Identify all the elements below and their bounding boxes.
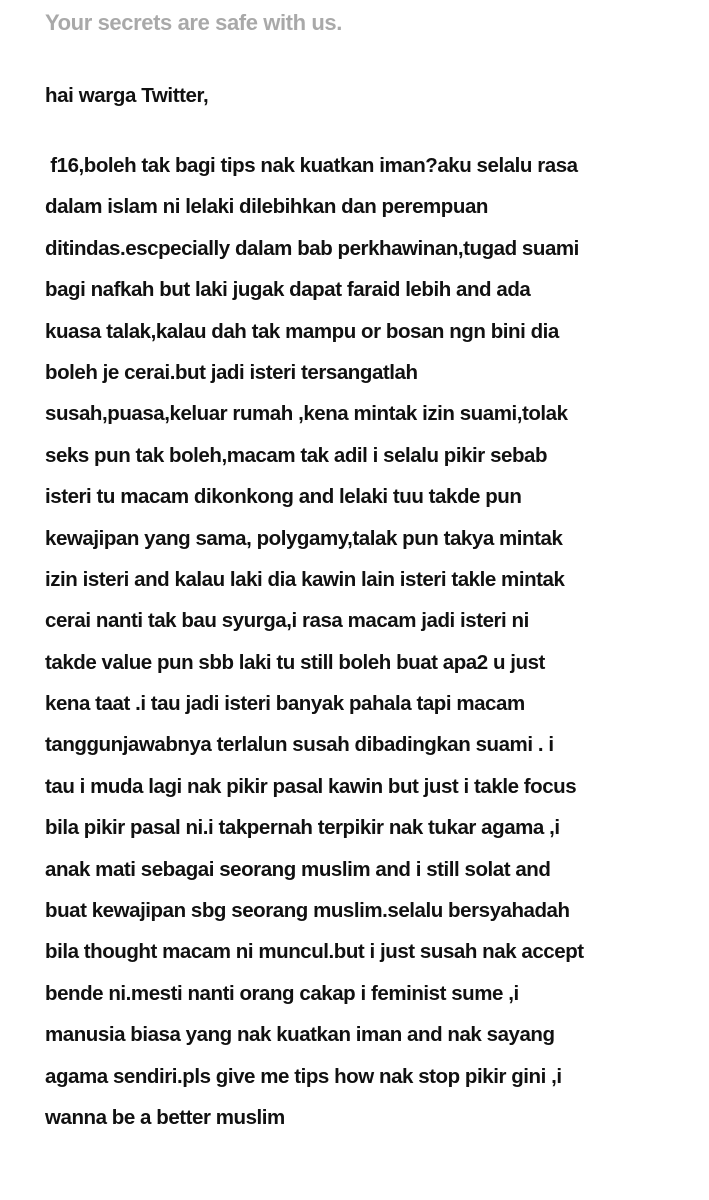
message-line: wanna be a better muslim bbox=[45, 1105, 285, 1129]
greeting: hai warga Twitter, bbox=[45, 84, 209, 107]
message-line: susah,puasa,keluar rumah ,kena mintak izin suami,tolak bbox=[45, 402, 568, 426]
message-line: kena taat .i tau jadi isteri banyak pahala tapi macam bbox=[45, 692, 525, 716]
message-line: dalam islam ni lelaki dilebihkan dan perempuan bbox=[45, 195, 488, 219]
message-line: tau i muda lagi nak pikir pasal kawin but just i takle focus bbox=[45, 774, 577, 798]
message-line: bila thought macam ni muncul.but i just susah nak accept bbox=[45, 940, 584, 964]
message-line: buat kewajipan sbg seorang muslim.selalu bersyahadah bbox=[45, 899, 570, 923]
message-line: anak mati sebagai seorang muslim and i still solat and bbox=[45, 857, 551, 881]
message-line: kewajipan yang sama, polygamy,talak pun takya mintak bbox=[45, 526, 563, 550]
tagline: Your secrets are safe with us. bbox=[45, 10, 342, 35]
message-line: boleh je cerai.but jadi isteri tersangatlah bbox=[45, 360, 418, 384]
message-line: seks pun tak boleh,macam tak adil i selalu pikir sebab bbox=[45, 443, 548, 467]
message-line: isteri tu macam dikonkong and lelaki tuu takde pun bbox=[45, 485, 522, 509]
message-line: manusia biasa yang nak kuatkan iman and nak sayang bbox=[45, 1023, 555, 1047]
message-line: bila pikir pasal ni.i takpernah terpikir nak tukar agama ,i bbox=[45, 816, 560, 840]
message-body bbox=[45, 153, 584, 1146]
message-line: agama sendiri.pls give me tips how nak stop pikir gini ,i bbox=[45, 1064, 562, 1088]
message-line: f16,boleh tak bagi tips nak kuatkan iman?aku selalu rasa bbox=[45, 154, 578, 177]
message-line: bagi nafkah but laki jugak dapat faraid lebih and ada bbox=[45, 278, 531, 302]
message-line: cerai nanti tak bau syurga,i rasa macam jadi isteri ni bbox=[45, 609, 529, 633]
message-line: bende ni.mesti nanti orang cakap i feminist sume ,i bbox=[45, 981, 519, 1005]
message-line: kuasa talak,kalau dah tak mampu or bosan ngn bini dia bbox=[45, 319, 559, 343]
message-line: takde value pun sbb laki tu still boleh buat apa2 u just bbox=[45, 650, 545, 674]
message-line: izin isteri and kalau laki dia kawin lain isteri takle mintak bbox=[45, 567, 565, 591]
message-line: ditindas.escpecially dalam bab perkhawinan,tugad suami bbox=[45, 236, 579, 260]
message-line: tanggunjawabnya terlalun susah dibadingkan suami . i bbox=[45, 733, 554, 757]
